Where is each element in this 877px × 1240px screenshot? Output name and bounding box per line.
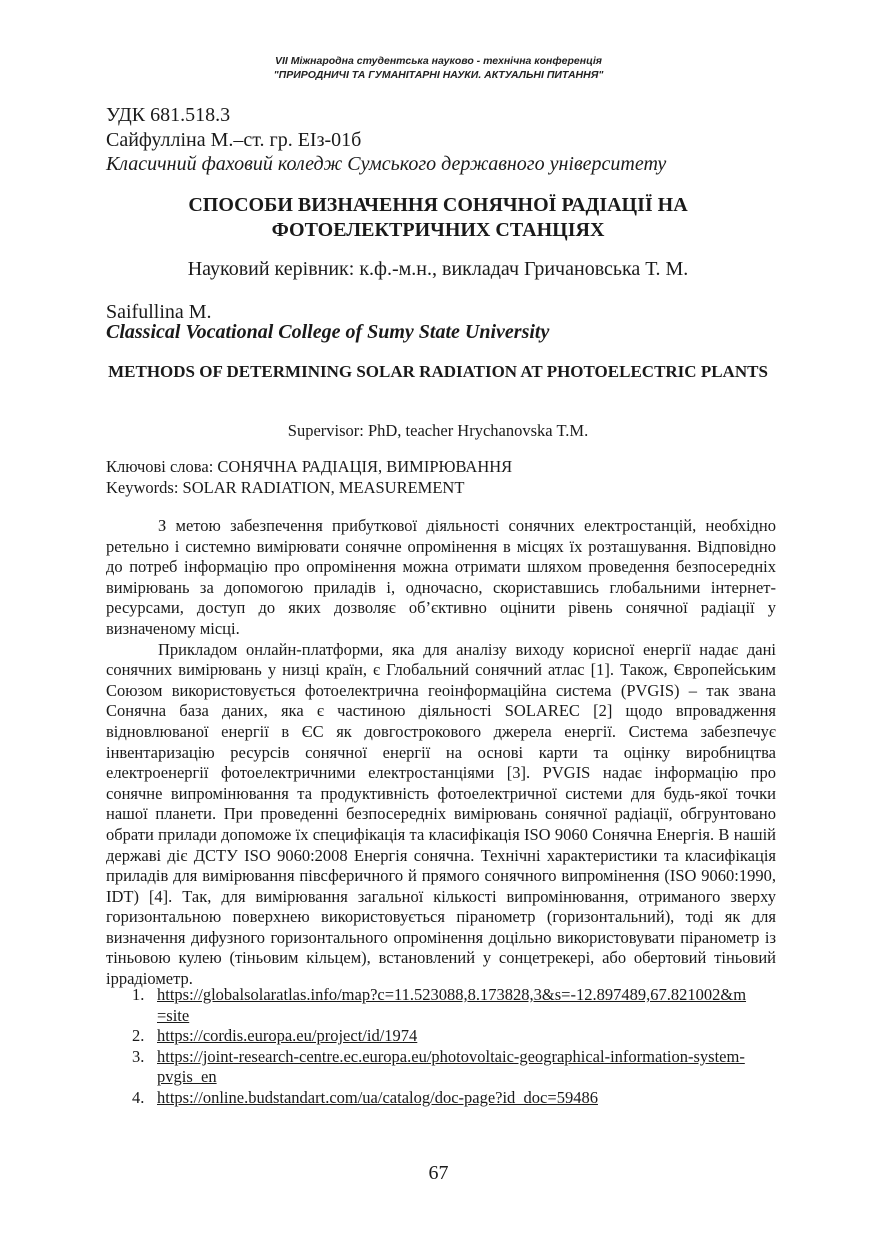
reference-link[interactable]: https://globalsolaratlas.info/map?c=11.523088,8.173828,3&s=-12.897489,67.821002&m=site: [157, 985, 747, 1025]
reference-item: [106, 1026, 774, 1047]
reference-number: 3.: [132, 1046, 145, 1066]
affiliation-english: Classical Vocational College of Sumy State University: [106, 321, 550, 343]
reference-item: [106, 1088, 774, 1109]
author-english: Saifullina M.: [106, 301, 212, 323]
body-text: [106, 516, 776, 990]
reference-link[interactable]: https://joint-research-centre.ec.europa.eu/photovoltaic-geographical-information-system-pvgis_en: [157, 1046, 745, 1087]
paper-title-ukrainian: СПОСОБИ ВИЗНАЧЕННЯ СОНЯЧНОЇ РАДІАЦІЇ НА ФОТОЕЛЕКТРИЧНИХ СТАНЦІЯХ: [188, 194, 688, 241]
supervisor-english: Supervisor: PhD, teacher Hrychanovska T.M.: [287, 421, 589, 440]
reference-list: [106, 985, 774, 1109]
reference-link[interactable]: https://cordis.europa.eu/project/id/1974: [157, 1026, 418, 1046]
supervisor-ukrainian: Науковий керівник: к.ф.-м.н., викладач Гричановська Т. М.: [187, 258, 689, 280]
udk-code: УДК 681.518.3: [106, 104, 231, 126]
reference-item: [106, 985, 774, 1026]
affiliation-ukrainian: Класичний фаховий коледж Сумського державного університету: [106, 153, 667, 175]
author-ukrainian: Сайфулліна М.–ст. гр. ЕІз-01б: [106, 129, 362, 151]
conference-header: [0, 54, 877, 82]
reference-item: [106, 1047, 774, 1088]
keywords-english: Keywords: SOLAR RADIATION, MEASUREMENT: [106, 478, 465, 497]
reference-link[interactable]: https://online.budstandart.com/ua/catalog/doc-page?id_doc=59486: [157, 1087, 598, 1107]
paper-title-english: METHODS OF DETERMINING SOLAR RADIATION AT PHOTOELECTRIC PLANTS: [108, 362, 768, 381]
keywords-ukrainian: Ключові слова: СОНЯЧНА РАДІАЦІЯ, ВИМІРЮВАННЯ: [106, 457, 513, 476]
reference-number: 4.: [132, 1087, 145, 1107]
conference-theme-line: "ПРИРОДНИЧІ ТА ГУМАНІТАРНІ НАУКИ. АКТУАЛЬНІ ПИТАННЯ": [273, 69, 604, 81]
conference-title-line: VII Міжнародна студентська науково - технічна конференція: [274, 55, 602, 67]
page-number: 67: [428, 1162, 449, 1184]
body-paragraph: З метою забезпечення прибуткової діяльності сонячних електростанцій, необхідно ретельно і системно вимірювати сонячне опромінення в місцях їх розташування. Відповідно до потреб інформацію про опромінення можна отримати шляхом проведення безпосередніх вимірювань за допомогою приладів і, одночасно, скориставшись глобальними інтернет-ресурсами, доступ до яких дозволяє об’єктивно оцінити рівень сонячної радіації у визначеному місці.: [106, 516, 776, 638]
body-paragraph: Прикладом онлайн-платформи, яка для аналізу виходу корисної енергії надає дані сонячних вимірювань у низці країн, є Глобальний сонячний атлас [1]. Також, Європейським Союзом використовується фотоелектрична геоінформаційна система (PVGIS) – так звана Сонячна база даних, яка є частиною діяльності SOLAREC [2] щодо впровадження відновлюваної енергії в ЄС як довгострокового джерела енергії. Система забезпечує інвентаризацію ресурсів сонячної енергії на основі карти та оцінку виробництва електроенергії фотоелектричними електростанціями [3]. PVGIS надає інформацію про сонячне випромінювання та продуктивність фотоелектричної системи для будь-якої точки нашої планети. При проведенні безпосередніх вимірювань сонячної радіації, обгрунтовано обрати прилади допоможе їх специфікація та класифікація ISO 9060 Сонячна Енергія. В нашій державі діє ДСТУ ISO 9060:2008 Енергія сонячна. Технічні характеристики та класифікація приладів для вимірювання півсферичного й прямого сонячного випромінення (ISO 9060:1990, IDT) [4]. Так, для вимірювання загальної кількості випромінювання, отриманого зверху горизонтальною поверхнею використовується піранометр (горизонтальний), тоді як для визначення дифузного горизонтального опромінення доцільно використовувати піранометр із тіньовою кулею (тіньовим кільцем), встановлений у сонцетрекері, або обертовий тіньовий іррадіометр.: [106, 639, 776, 989]
reference-number: 2.: [132, 1026, 145, 1046]
reference-number: 1.: [132, 985, 145, 1004]
